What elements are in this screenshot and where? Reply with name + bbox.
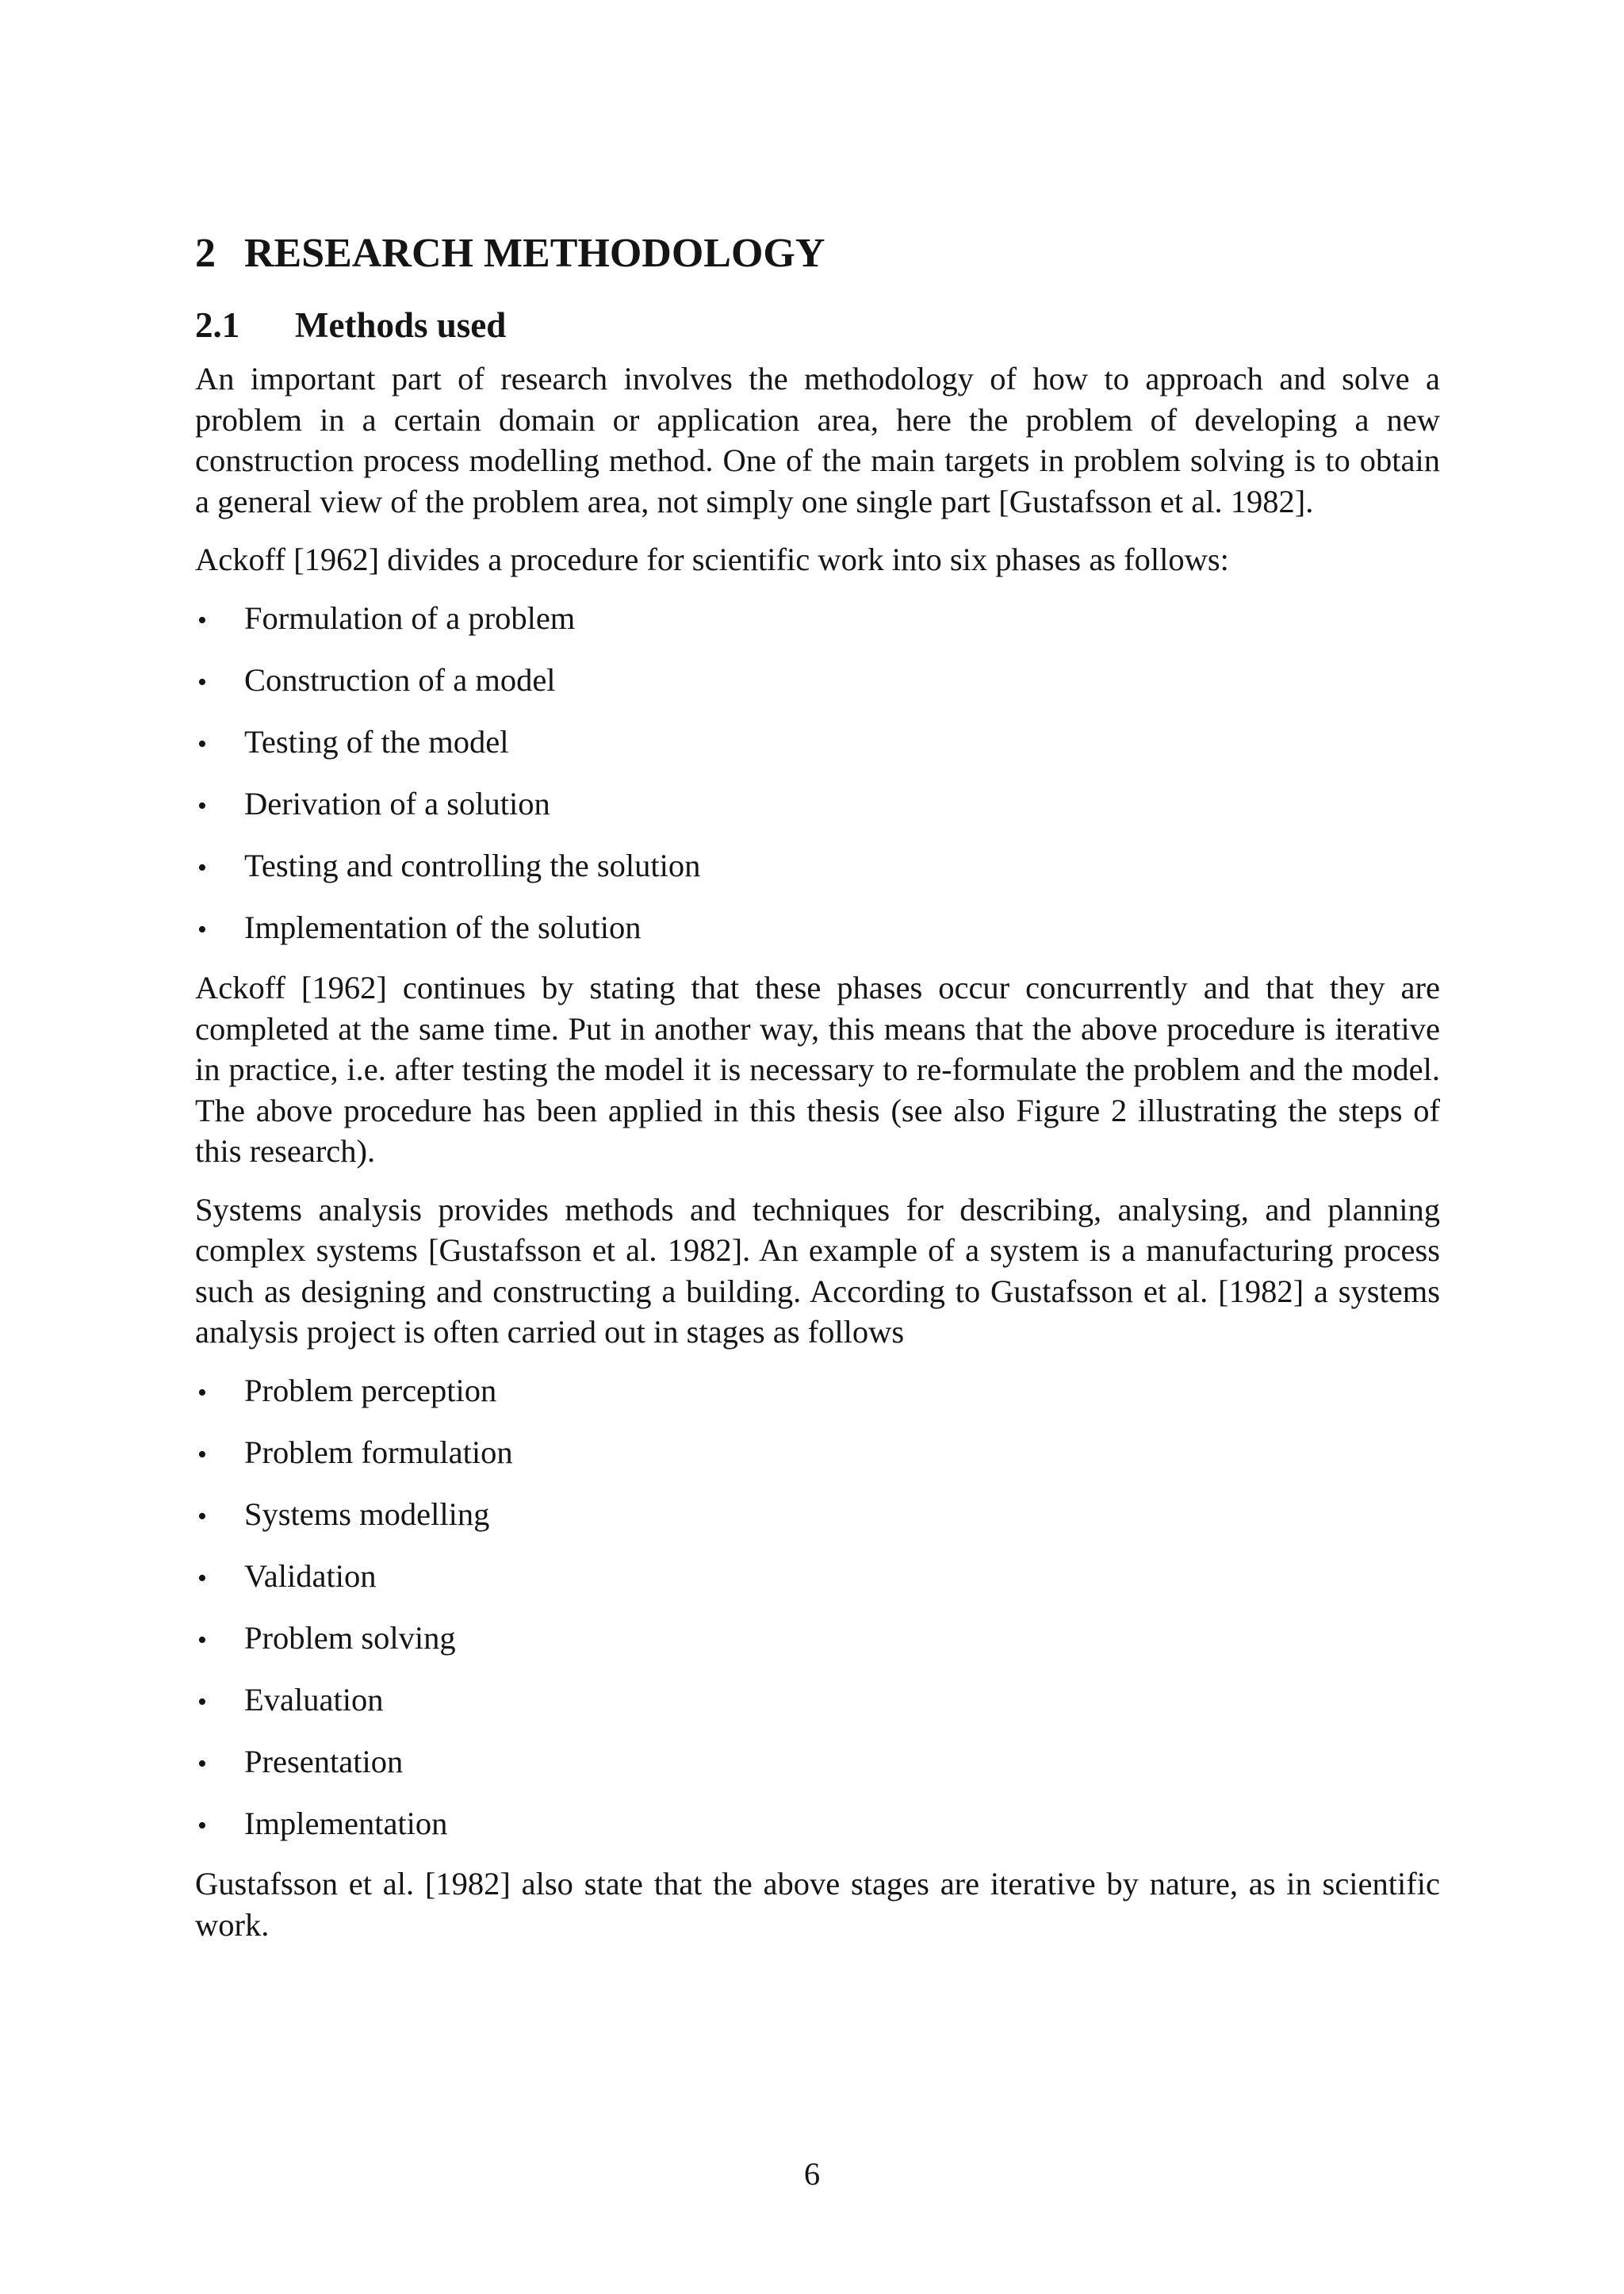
section-title: Methods used [295,305,507,345]
list-item [195,660,1440,703]
bullet-icon: • [197,791,207,821]
list-item [195,1556,1440,1599]
list-item-text: Derivation of a solution [244,785,550,821]
systems-analysis-paragraph: Systems analysis provides methods and techniques for describing, analysing, and planning complex systems [Gustafsson et al. 1982]. An example of a system is a manufacturing process such as designing and constructing a building. According to Gustafsson et al. [1982] a systems analysis project is often carried out in stages as follows [195,1191,1440,1350]
bullet-icon: • [197,605,207,635]
list-item-text: Implementation [244,1805,448,1841]
list-item-text: Testing of the model [244,723,509,760]
list-item [195,722,1440,765]
list-item-text: Problem solving [244,1619,456,1656]
list-item-text: Evaluation [244,1681,384,1718]
list-item-text: Formulation of a problem [244,599,576,636]
list-item [195,1370,1440,1414]
bullet-icon: • [197,852,207,883]
list-item-text: Problem perception [244,1372,497,1408]
ackoff-phases-list [195,598,1440,951]
bullet-icon: • [197,914,207,944]
list-item [195,1494,1440,1538]
list-item [195,1803,1440,1847]
chapter-number: 2 [195,231,216,276]
ackoff-lead-paragraph: Ackoff [1962] divides a procedure for scientific work into six phases as follows: [195,542,1229,577]
bullet-icon: • [197,667,207,697]
list-item [195,1432,1440,1476]
list-item-text: Construction of a model [244,661,556,698]
list-item-text: Testing and controlling the solution [244,847,701,883]
section-number: 2.1 [195,305,240,345]
list-item [195,907,1440,951]
list-item [195,1679,1440,1723]
list-item-text: Problem formulation [244,1434,513,1470]
list-item-text: Implementation of the solution [244,909,642,945]
bullet-icon: • [197,1501,207,1531]
list-item [195,598,1440,641]
bullet-icon: • [197,1625,207,1655]
systems-stages-list [195,1370,1440,1847]
page-content [195,228,1440,1945]
closing-paragraph: Gustafsson et al. [1982] also state that the above stages are iterative by nature, as in scientific work. [195,1866,1440,1943]
list-item [195,1741,1440,1785]
bullet-icon: • [197,1439,207,1469]
chapter-heading [195,228,1440,279]
list-item [195,1618,1440,1661]
section-heading [195,303,1440,347]
bullet-icon: • [197,1377,207,1407]
list-item-text: Systems modelling [244,1496,490,1532]
intro-paragraph: An important part of research involves the methodology of how to approach and solve a problem in a certain domain or application area, here the problem of developing a new construction process modelling method. One of the main targets in problem solving is to obtain a general view of the problem area, not simply one single part [Gustafsson et al. 1982]. [195,361,1440,519]
bullet-icon: • [197,1810,207,1840]
list-item-text: Validation [244,1557,377,1594]
page-number: 6 [803,2156,821,2192]
list-item-text: Presentation [244,1743,404,1779]
bullet-icon: • [197,729,207,759]
bullet-icon: • [197,1563,207,1593]
chapter-title: RESEARCH METHODOLOGY [244,231,825,276]
list-item [195,845,1440,889]
ackoff-continue-paragraph: Ackoff [1962] continues by stating that these phases occur concurrently and that they are completed at the same time. Put in another way, this means that the above procedure is iterative in practice, i.e. after testing the model it is necessary to re-formulate the problem and the model. The above procedure has been applied in this thesis (see also Figure 2 illustrating the steps of this research). [195,970,1440,1169]
bullet-icon: • [197,1687,207,1717]
bullet-icon: • [197,1748,207,1779]
list-item [195,783,1440,827]
